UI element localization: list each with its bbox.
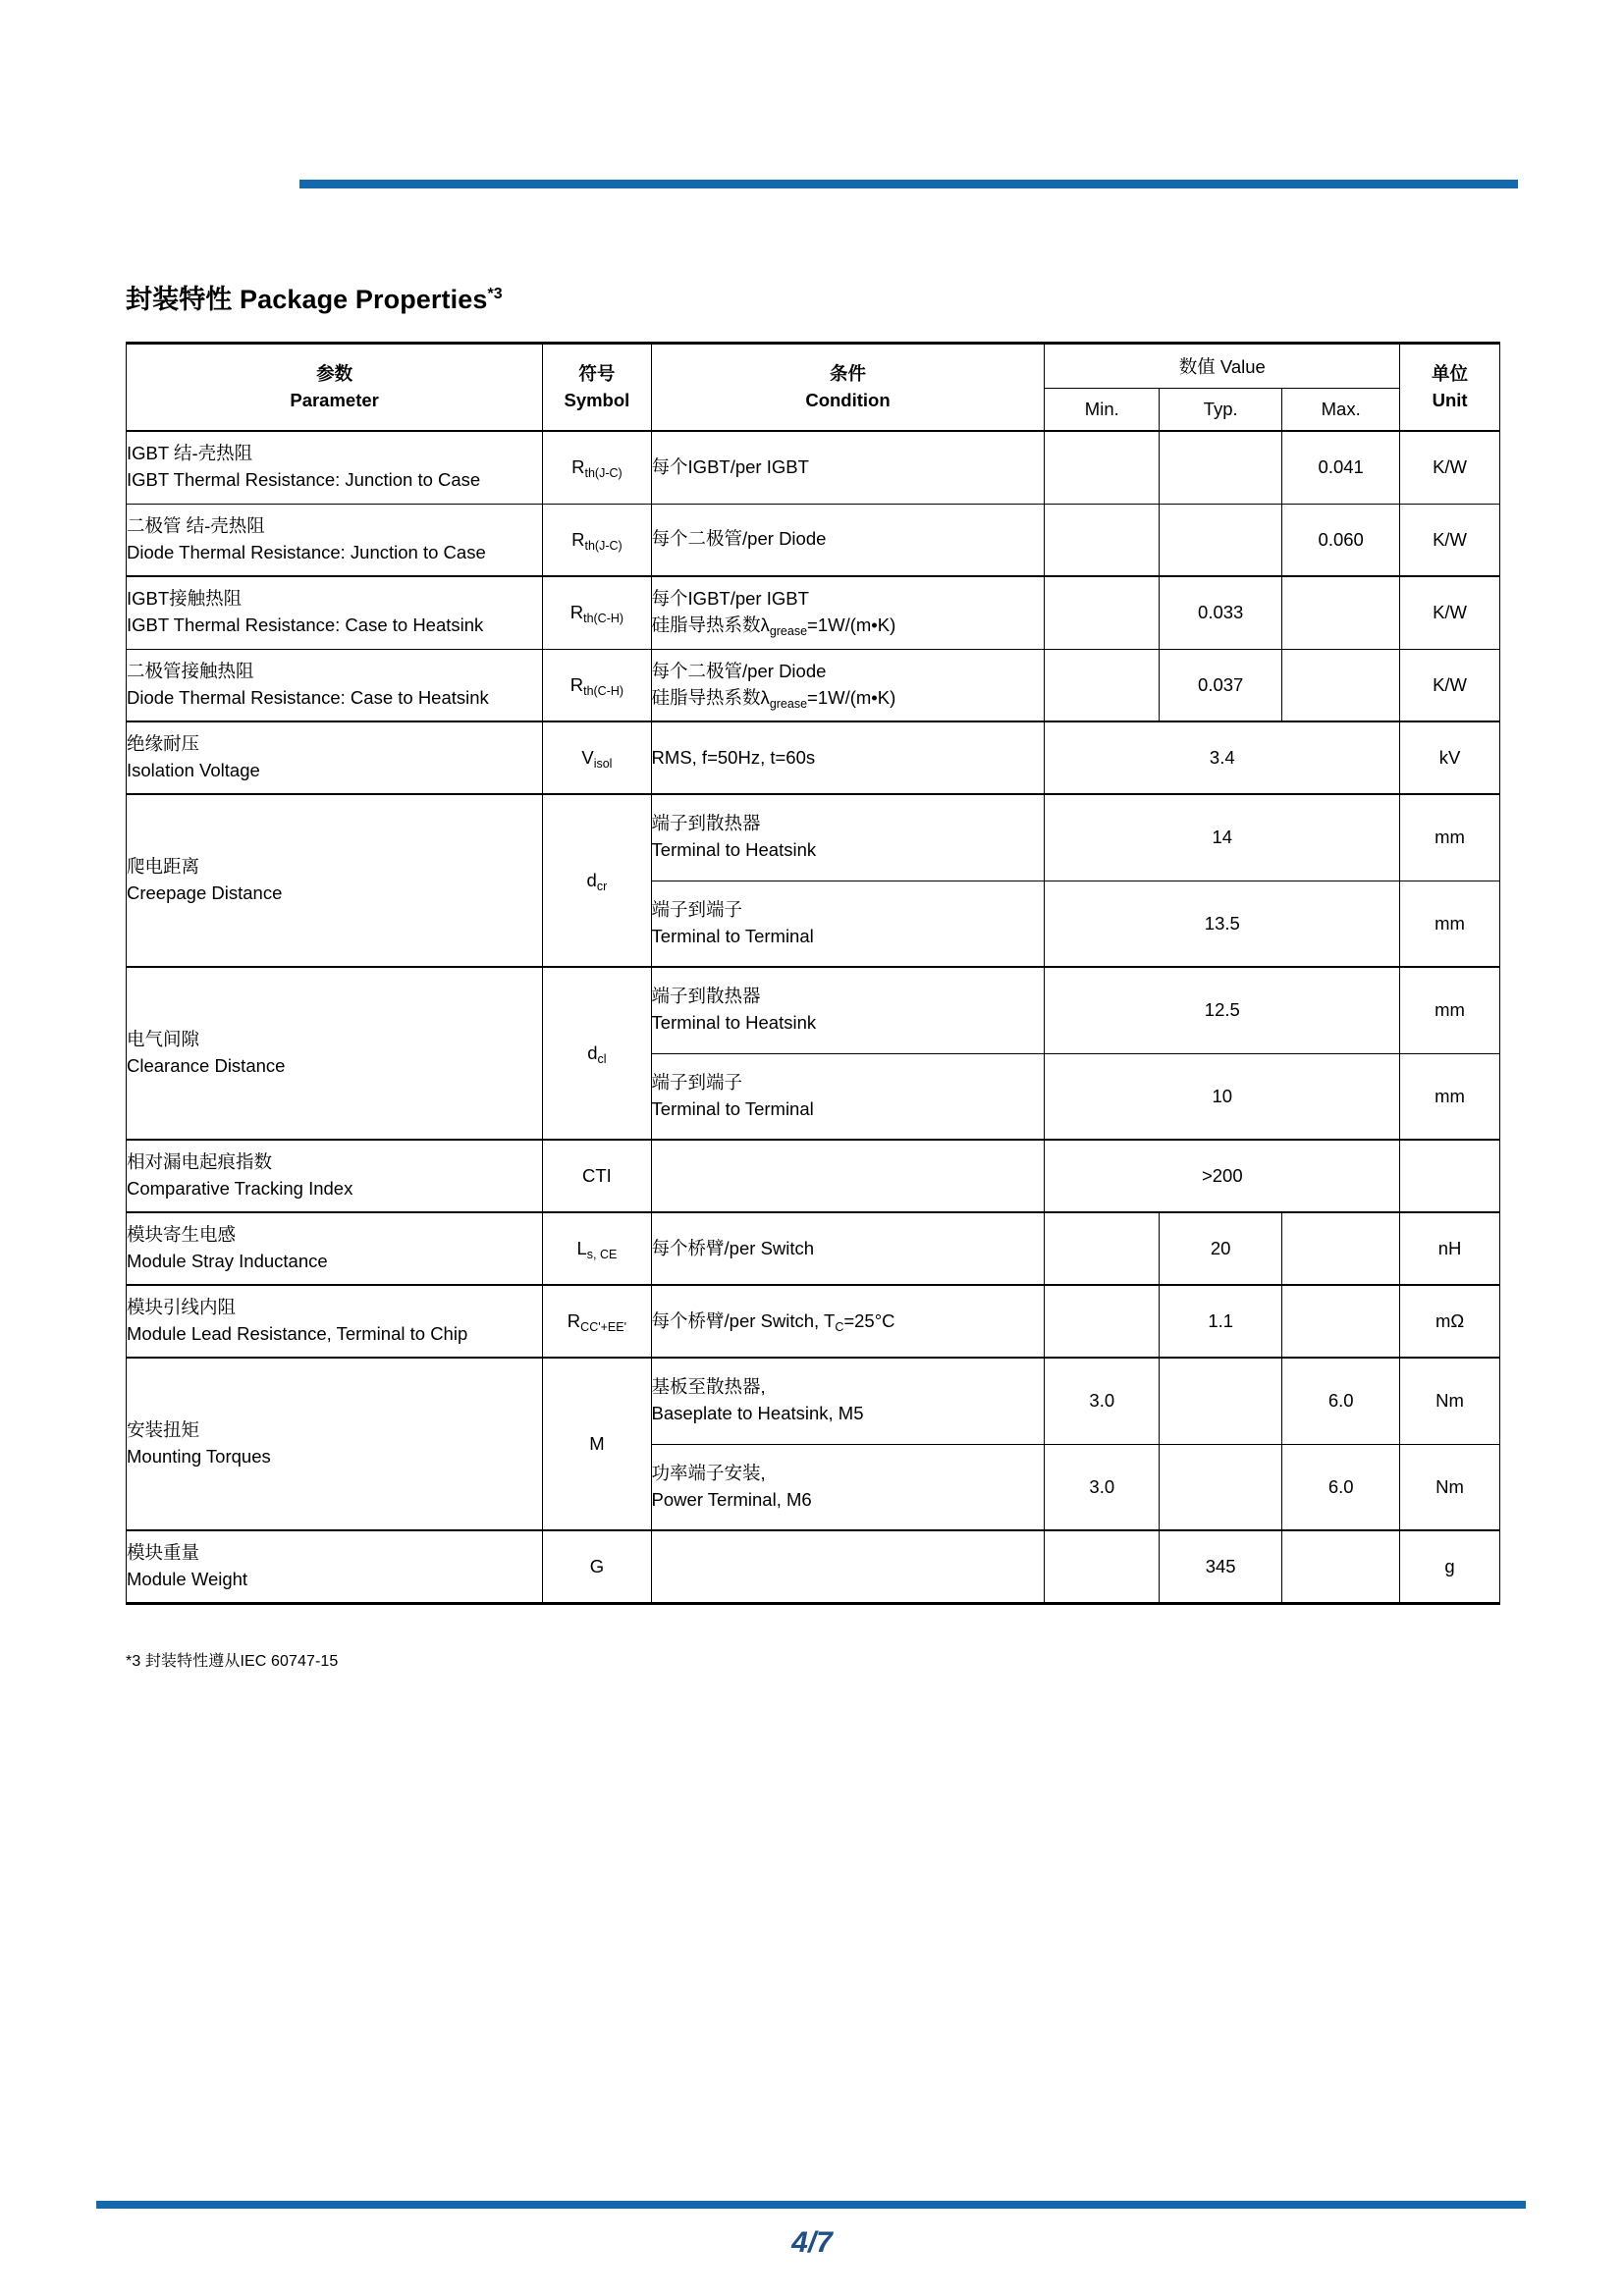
header-parameter-en: Parameter	[290, 389, 379, 410]
row-typ	[1160, 1444, 1282, 1530]
row-unit: K/W	[1400, 504, 1500, 576]
header-value-group: 数值 Value	[1045, 344, 1400, 389]
row-min	[1045, 1285, 1160, 1358]
row-symbol: $d_{cl}$	[543, 967, 651, 1140]
row-parameter-en: Module Stray Inductance	[127, 1251, 328, 1271]
row-parameter-cn: 模块引线内阻	[127, 1297, 237, 1318]
row-condition: 端子到散热器 Terminal to Heatsink	[651, 794, 1045, 881]
row-parameter	[127, 967, 543, 1140]
row-unit: K/W	[1400, 649, 1500, 721]
row-parameter-cn: 模块重量	[127, 1541, 200, 1563]
table-row	[127, 1285, 1500, 1358]
table-row	[127, 1140, 1500, 1212]
row-condition: 基板至散热器, Baseplate to Heatsink, M5	[651, 1358, 1045, 1444]
row-parameter	[127, 1358, 543, 1530]
header-symbol-cn: 符号	[578, 363, 616, 385]
page-number: 4/7	[791, 2226, 833, 2259]
row-typ: 345	[1160, 1530, 1282, 1603]
row-condition: 每个IGBT/per IGBT 硅脂导热系数$\lambda_{grease}=1W/(m•K)$	[651, 576, 1045, 649]
row-condition: 每个二极管/per Diode 硅脂导热系数$\lambda_{grease}=1W/(m•K)$	[651, 649, 1045, 721]
row-unit: mm	[1400, 794, 1500, 881]
row-unit: Nm	[1400, 1444, 1500, 1530]
row-condition	[651, 1140, 1045, 1212]
header-accent-rule	[299, 180, 1518, 188]
row-parameter-en: IGBT Thermal Resistance: Junction to Case	[127, 469, 481, 491]
row-parameter-cn: 模块寄生电感	[127, 1224, 237, 1246]
row-merged-value: 14	[1045, 794, 1400, 881]
page-title-cn: 封装特性	[126, 285, 233, 314]
row-merged-value: 3.4	[1045, 721, 1400, 794]
row-parameter	[127, 1285, 543, 1358]
row-symbol: $R_{CC'+EE'}$	[543, 1285, 651, 1358]
row-condition: 每个二极管/per Diode	[651, 504, 1045, 576]
row-symbol: $R_{th(C-H)}$	[543, 576, 651, 649]
row-unit: mm	[1400, 967, 1500, 1053]
row-condition: 端子到端子 Terminal to Terminal	[651, 1053, 1045, 1140]
header-parameter-cn: 参数	[316, 363, 353, 385]
row-min	[1045, 576, 1160, 649]
row-typ	[1160, 1358, 1282, 1444]
footnote: *3 封装特性遵从IEC 60747-15	[126, 1653, 339, 1670]
row-condition: 每个桥臂/per Switch	[651, 1212, 1045, 1285]
row-typ: 1.1	[1160, 1285, 1282, 1358]
row-parameter-cn: 安装扭矩	[127, 1419, 200, 1441]
row-condition	[651, 1285, 1045, 1358]
row-symbol: $R_{th(J-C)}$	[543, 431, 651, 504]
row-typ	[1160, 504, 1282, 576]
row-parameter-en: Isolation Voltage	[127, 760, 260, 780]
header-typ: Typ.	[1160, 389, 1282, 432]
row-merged-value: >200	[1045, 1140, 1400, 1212]
row-merged-value: 13.5	[1045, 881, 1400, 967]
row-min: 3.0	[1045, 1444, 1160, 1530]
row-symbol: $V_{isol}$	[543, 721, 651, 794]
row-typ: 0.037	[1160, 649, 1282, 721]
row-condition	[651, 1530, 1045, 1603]
row-min	[1045, 431, 1160, 504]
page-title-footnote-marker: *3	[487, 286, 503, 302]
row-condition: 端子到端子 Terminal to Terminal	[651, 881, 1045, 967]
table-row	[127, 576, 1500, 649]
footer-accent-rule	[96, 2201, 1526, 2209]
row-parameter-en: Module Lead Resistance, Terminal to Chip	[127, 1323, 468, 1344]
row-parameter-cn: IGBT 结-壳热阻	[127, 443, 253, 464]
row-merged-value: 12.5	[1045, 967, 1400, 1053]
row-condition: 端子到散热器 Terminal to Heatsink	[651, 967, 1045, 1053]
row-min	[1045, 504, 1160, 576]
row-parameter-en: Module Weight	[127, 1568, 248, 1589]
table-row	[127, 794, 1500, 881]
header-unit-en: Unit	[1432, 389, 1468, 410]
table-row	[127, 721, 1500, 794]
page-title	[126, 278, 503, 316]
table-header-row	[127, 344, 1500, 389]
row-symbol: $R_{th(C-H)}$	[543, 649, 651, 721]
header-unit	[1400, 344, 1500, 432]
header-condition-en: Condition	[805, 389, 891, 410]
row-parameter	[127, 576, 543, 649]
row-min	[1045, 649, 1160, 721]
package-properties-table-wrap	[126, 342, 1500, 1605]
row-parameter	[127, 794, 543, 967]
row-parameter	[127, 1140, 543, 1212]
row-parameter-cn: IGBT接触热阻	[127, 588, 243, 610]
row-parameter	[127, 431, 543, 504]
row-condition: RMS, f=50Hz, t=60s	[651, 721, 1045, 794]
row-parameter-en: Comparative Tracking Index	[127, 1178, 353, 1199]
row-parameter-en: Mounting Torques	[127, 1446, 271, 1467]
row-parameter	[127, 1212, 543, 1285]
table-row	[127, 504, 1500, 576]
table-row	[127, 1358, 1500, 1444]
row-unit: mΩ	[1400, 1285, 1500, 1358]
row-parameter-cn: 绝缘耐压	[127, 733, 200, 755]
row-unit: K/W	[1400, 576, 1500, 649]
row-unit: g	[1400, 1530, 1500, 1603]
header-min: Min.	[1045, 389, 1160, 432]
row-parameter	[127, 504, 543, 576]
header-max: Max.	[1282, 389, 1400, 432]
header-symbol-en: Symbol	[564, 389, 630, 410]
header-unit-cn: 单位	[1432, 363, 1469, 385]
row-unit: K/W	[1400, 431, 1500, 504]
row-typ	[1160, 431, 1282, 504]
row-max	[1282, 649, 1400, 721]
row-parameter	[127, 1530, 543, 1603]
row-symbol: $L_{s, CE}$	[543, 1212, 651, 1285]
table-row	[127, 649, 1500, 721]
row-parameter-en: Diode Thermal Resistance: Case to Heatsink	[127, 686, 489, 708]
row-max	[1282, 1530, 1400, 1603]
row-parameter-cn: 电气间隙	[127, 1029, 200, 1050]
row-typ: 20	[1160, 1212, 1282, 1285]
row-max	[1282, 1212, 1400, 1285]
row-parameter-en: Clearance Distance	[127, 1055, 286, 1076]
row-symbol: G	[543, 1530, 651, 1603]
row-parameter-en: Diode Thermal Resistance: Junction to Case	[127, 541, 486, 562]
row-condition-tc: 每个桥臂/per Switch, $T_C=25^\circ C$	[651, 1309, 895, 1334]
row-parameter-en: Creepage Distance	[127, 882, 283, 903]
row-max: 0.041	[1282, 431, 1400, 504]
row-parameter-cn: 二极管接触热阻	[127, 660, 254, 681]
row-unit: nH	[1400, 1212, 1500, 1285]
row-merged-value: 10	[1045, 1053, 1400, 1140]
table-row	[127, 1530, 1500, 1603]
table-row	[127, 967, 1500, 1053]
row-max	[1282, 1285, 1400, 1358]
header-symbol	[543, 344, 651, 432]
row-symbol: $d_{cr}$	[543, 794, 651, 967]
row-unit: kV	[1400, 721, 1500, 794]
header-condition	[651, 344, 1045, 432]
row-typ: 0.033	[1160, 576, 1282, 649]
row-condition-grease: 硅脂导热系数$\lambda_{grease}=1W/(m•K)$	[651, 614, 896, 639]
header-condition-cn: 条件	[829, 363, 866, 385]
row-max: 0.060	[1282, 504, 1400, 576]
row-max: 6.0	[1282, 1444, 1400, 1530]
row-min	[1045, 1212, 1160, 1285]
row-unit: Nm	[1400, 1358, 1500, 1444]
row-unit: mm	[1400, 881, 1500, 967]
row-parameter-en: IGBT Thermal Resistance: Case to Heatsink	[127, 614, 484, 636]
row-parameter-cn: 二极管 结-壳热阻	[127, 514, 265, 536]
package-properties-table	[126, 342, 1500, 1605]
row-unit: mm	[1400, 1053, 1500, 1140]
row-condition-grease: 硅脂导热系数$\lambda_{grease}=1W/(m•K)$	[651, 686, 896, 711]
row-max	[1282, 576, 1400, 649]
row-min	[1045, 1530, 1160, 1603]
row-min: 3.0	[1045, 1358, 1160, 1444]
row-unit	[1400, 1140, 1500, 1212]
row-condition: 功率端子安装, Power Terminal, M6	[651, 1444, 1045, 1530]
row-max: 6.0	[1282, 1358, 1400, 1444]
row-parameter	[127, 721, 543, 794]
row-parameter-cn: 相对漏电起痕指数	[127, 1151, 273, 1173]
page-title-en: Package Properties	[240, 285, 488, 314]
row-symbol: M	[543, 1358, 651, 1530]
row-symbol: CTI	[543, 1140, 651, 1212]
table-row	[127, 431, 1500, 504]
header-parameter	[127, 344, 543, 432]
row-parameter-cn: 爬电距离	[127, 856, 200, 878]
row-condition: 每个IGBT/per IGBT	[651, 431, 1045, 504]
row-symbol: $R_{th(J-C)}$	[543, 504, 651, 576]
row-parameter	[127, 649, 543, 721]
table-row	[127, 1212, 1500, 1285]
